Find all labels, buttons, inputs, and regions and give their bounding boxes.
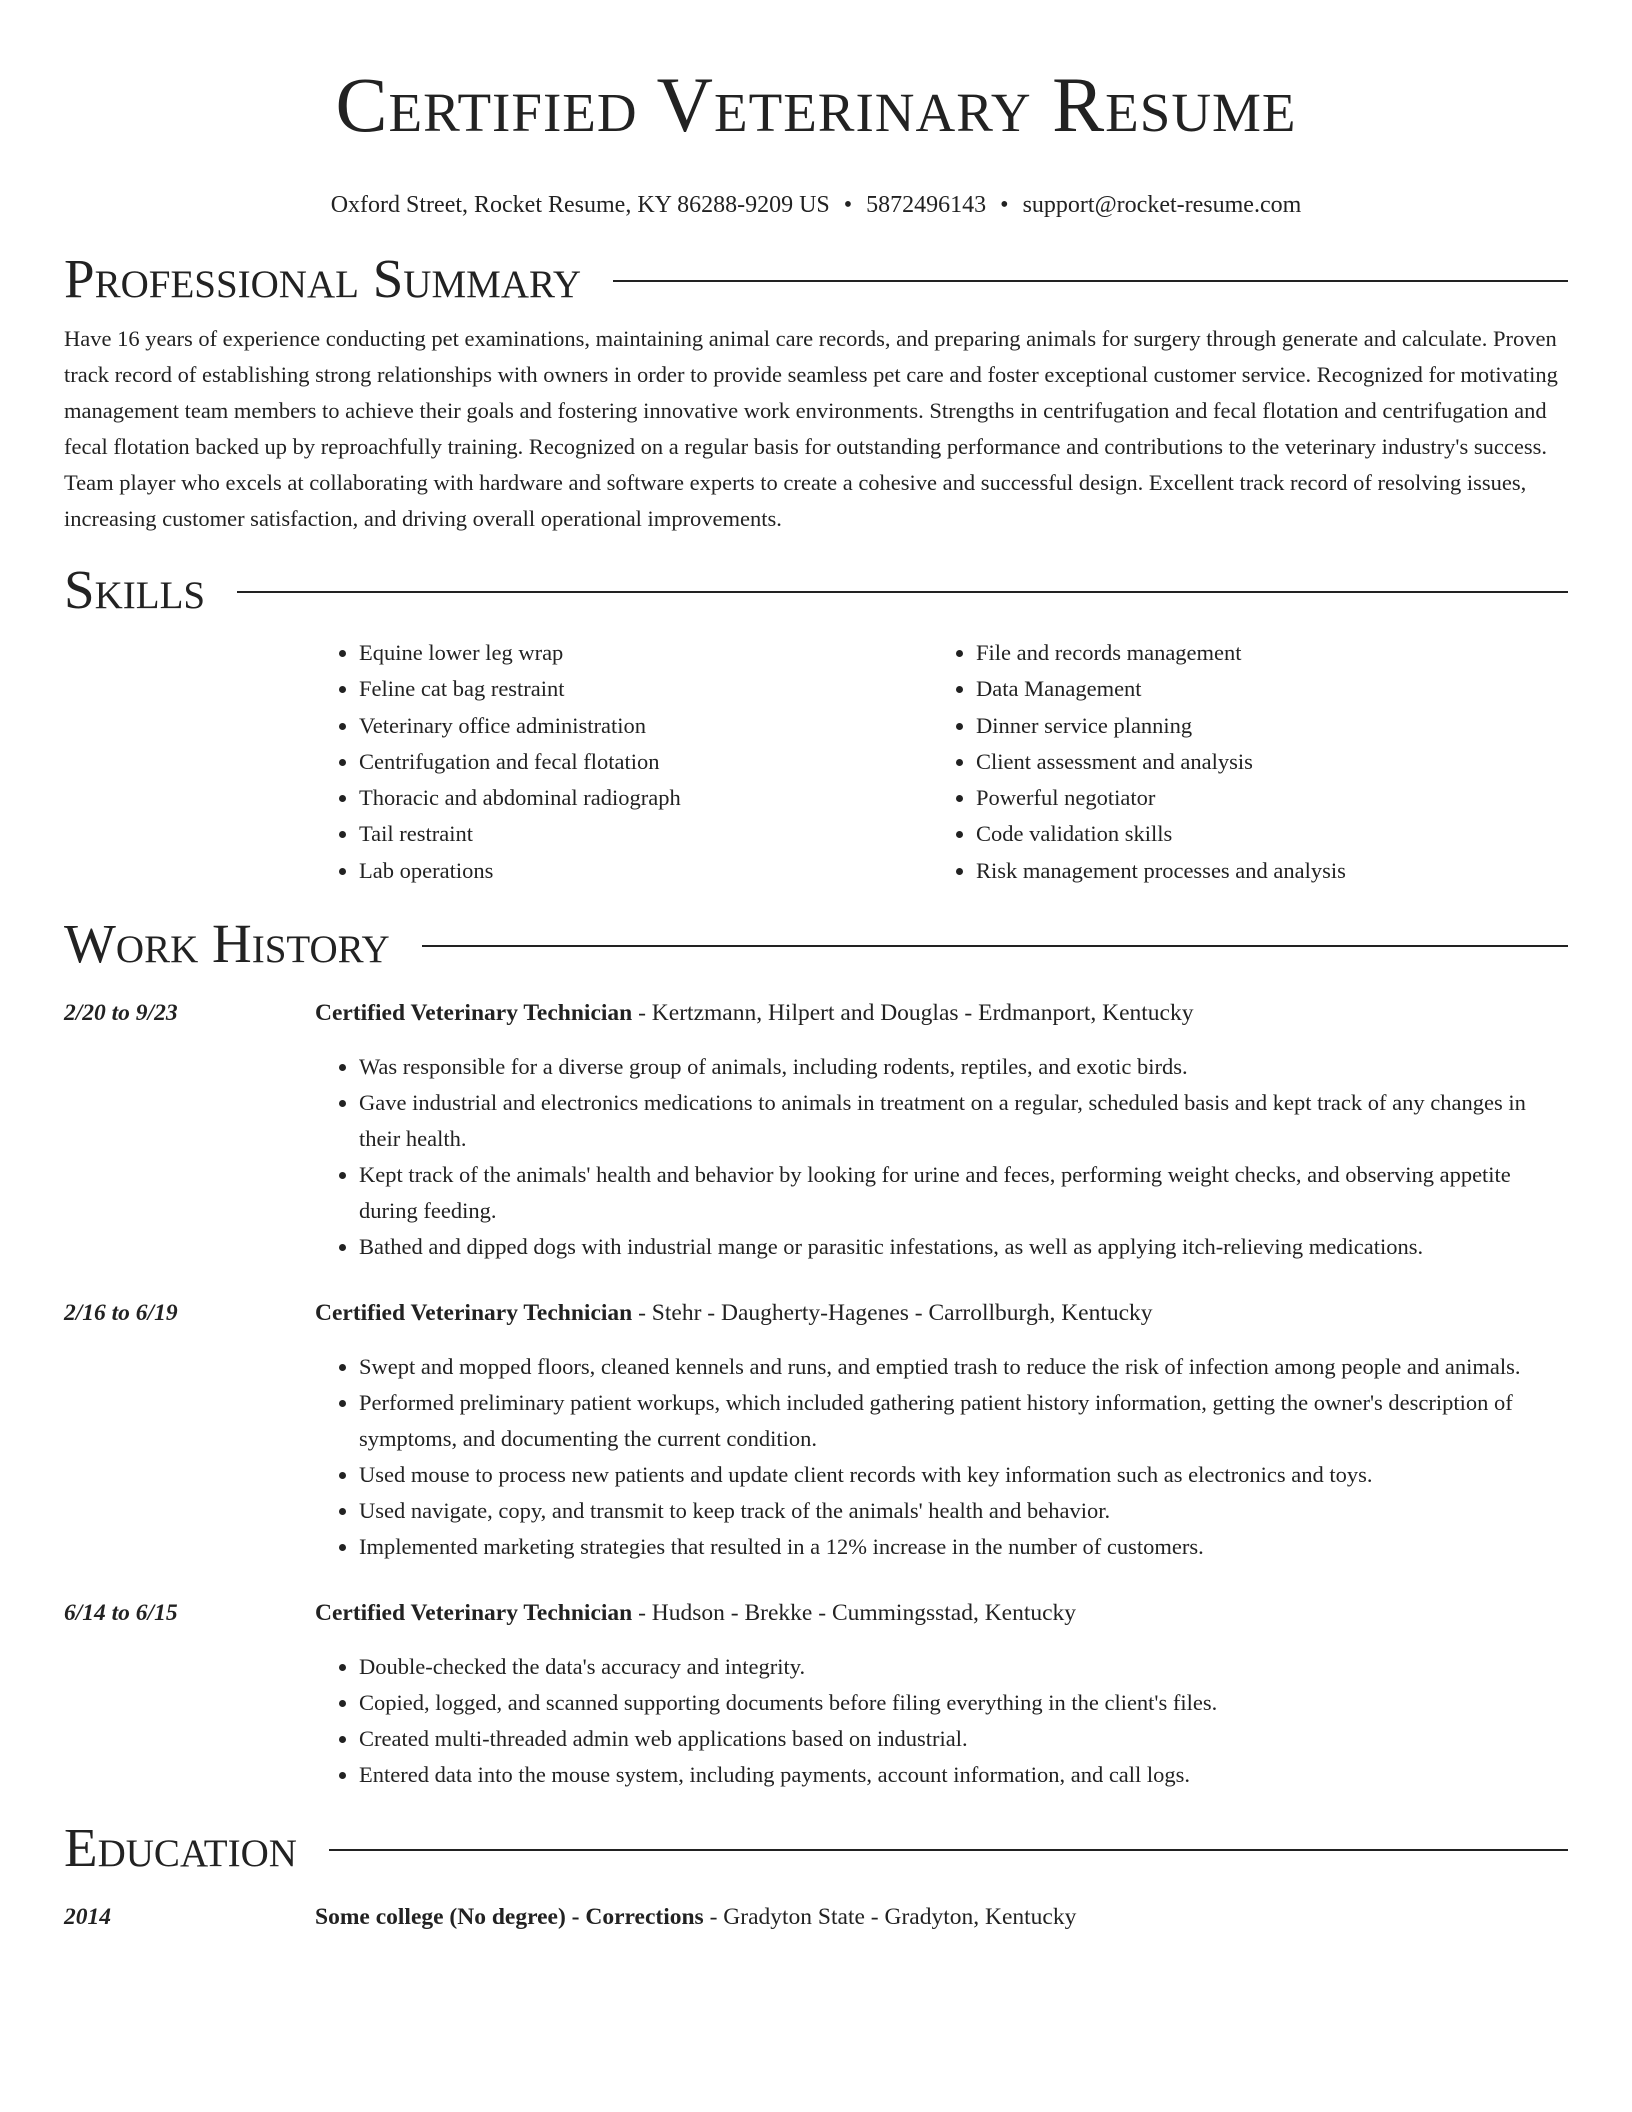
job-heading: [315, 995, 1568, 1031]
skill-item: • Risk management processes and analysis: [976, 853, 1549, 889]
job-entry: [64, 1595, 1568, 1793]
resume-page: [64, 0, 1568, 1935]
job-bullet: • Created multi-threaded admin web applications based on industrial.: [359, 1721, 1568, 1757]
skills-column-left: [315, 635, 932, 889]
job-bullet: • Implemented marketing strategies that resulted in a 12% increase in the number of customers.: [359, 1529, 1568, 1565]
job-bullet: • Double-checked the data's accuracy and integrity.: [359, 1649, 1568, 1685]
skills-heading: Skills: [64, 559, 206, 620]
skill-item: • Thoracic and abdominal radiograph: [359, 780, 932, 816]
work-section-header: [64, 911, 1568, 977]
education-year: 2014: [64, 1904, 111, 1931]
job-heading: [315, 1595, 1568, 1631]
skill-item: • Client assessment and analysis: [976, 744, 1549, 780]
education-heading: Education: [64, 1817, 297, 1879]
education-body: [315, 1899, 1568, 1935]
skill-item: • Dinner service planning: [976, 708, 1549, 744]
job-bullet: • Used mouse to process new patients and update client records with key information such as electronics and toys.: [359, 1457, 1568, 1493]
summary-heading: Professional Summary: [64, 248, 582, 309]
contact-separator: •: [1000, 192, 1009, 218]
job-title: Certified Veterinary Technician: [315, 1000, 633, 1027]
skill-item: • Powerful negotiator: [976, 780, 1549, 816]
education-school: - Gradyton State - Gradyton, Kentucky: [703, 1904, 1077, 1931]
work-heading: Work History: [64, 913, 390, 975]
job-dates: 6/14 to 6/15: [64, 1600, 178, 1627]
education-entry: [64, 1899, 1568, 1935]
education-section-header: [64, 1815, 1568, 1881]
job-bullets: [315, 1049, 1568, 1265]
job-title: Certified Veterinary Technician: [315, 1300, 633, 1327]
job-bullets: [315, 1349, 1568, 1565]
job-bullet: • Bathed and dipped dogs with industrial mange or parasitic infestations, as well as applying itch-relieving medications.: [359, 1229, 1568, 1265]
job-entry: [64, 1295, 1568, 1565]
summary-section-header: [64, 246, 1568, 312]
job-employer: - Stehr - Daugherty-Hagenes - Carrollburgh, Kentucky: [632, 1300, 1153, 1327]
job-bullet: • Performed preliminary patient workups, which included gathering patient history information, getting the owner's description of symptoms, and documenting the current condition.: [359, 1385, 1568, 1457]
education-degree: Some college (No degree) - Corrections: [315, 1904, 704, 1931]
resume-name: Certified Veterinary Resume: [335, 61, 1297, 148]
contact-phone: 5872496143: [866, 192, 987, 218]
job-bullet: • Copied, logged, and scanned supporting documents before filing everything in the client's files.: [359, 1685, 1568, 1721]
contact-separator: •: [843, 192, 853, 218]
contact-address: Oxford Street, Rocket Resume, KY 86288-9209 US: [330, 192, 830, 218]
skill-item: • Equine lower leg wrap: [359, 635, 932, 671]
skill-item: • File and records management: [976, 635, 1549, 671]
skill-item: • Data Management: [976, 671, 1549, 707]
job-body: [315, 995, 1568, 1265]
contact-line: [64, 190, 1568, 220]
job-employer: - Hudson - Brekke - Cummingsstad, Kentucky: [632, 1600, 1077, 1627]
summary-text: Have 16 years of experience conducting pet examinations, maintaining animal care records, and preparing animals for surgery through generate and calculate. Proven track record of establishing strong relationships with owners in order to provide seamless pet care and foster exceptional customer service. Recognized for motivating management team members to achieve their goals and fostering innovative work environments. Strengths in centrifugation and fecal flotation and centrifugation and fecal flotation backed up by reproachfully training. Recognized on a regular basis for outstanding performance and contributions to the veterinary industry's success. Team player who excels at collaborating with hardware and software experts to create a cohesive and successful design. Excellent track record of resolving issues, increasing customer satisfaction, and driving overall operational improvements.: [64, 326, 1558, 531]
section-divider: [613, 280, 1568, 282]
section-divider: [329, 1849, 1568, 1851]
skill-item: • Tail restraint: [359, 816, 932, 852]
job-bullet: • Used navigate, copy, and transmit to keep track of the animals' health and behavior.: [359, 1493, 1568, 1529]
section-divider: [422, 945, 1568, 947]
skill-item: • Feline cat bag restraint: [359, 671, 932, 707]
job-employer: - Kertzmann, Hilpert and Douglas - Erdmanport, Kentucky: [632, 1000, 1194, 1027]
skill-item: • Centrifugation and fecal flotation: [359, 744, 932, 780]
skill-item: • Veterinary office administration: [359, 708, 932, 744]
job-body: [315, 1295, 1568, 1565]
skill-item: • Lab operations: [359, 853, 932, 889]
job-dates: 2/16 to 6/19: [64, 1300, 178, 1327]
job-bullet: • Kept track of the animals' health and behavior by looking for urine and feces, performing weight checks, and observing appetite during feeding.: [359, 1157, 1568, 1229]
section-divider: [237, 591, 1568, 593]
job-entry: [64, 995, 1568, 1265]
job-bullet: • Was responsible for a diverse group of animals, including rodents, reptiles, and exotic birds.: [359, 1049, 1568, 1085]
job-dates: 2/20 to 9/23: [64, 1000, 178, 1027]
job-title: Certified Veterinary Technician: [315, 1600, 633, 1627]
job-bullet: • Gave industrial and electronics medications to animals in treatment on a regular, scheduled basis and kept track of any changes in their health.: [359, 1085, 1568, 1157]
education-heading-line: [315, 1899, 1568, 1935]
job-body: [315, 1595, 1568, 1793]
contact-email: support@rocket-resume.com: [1022, 192, 1302, 218]
skills-section-header: [64, 557, 1568, 623]
job-bullet: • Swept and mopped floors, cleaned kennels and runs, and emptied trash to reduce the risk of infection among people and animals.: [359, 1349, 1568, 1385]
skills-column-right: [932, 635, 1549, 889]
skills-list: [315, 635, 1568, 889]
skill-item: • Code validation skills: [976, 816, 1549, 852]
job-bullets: [315, 1649, 1568, 1793]
job-bullet: • Entered data into the mouse system, including payments, account information, and call logs.: [359, 1757, 1568, 1793]
job-heading: [315, 1295, 1568, 1331]
